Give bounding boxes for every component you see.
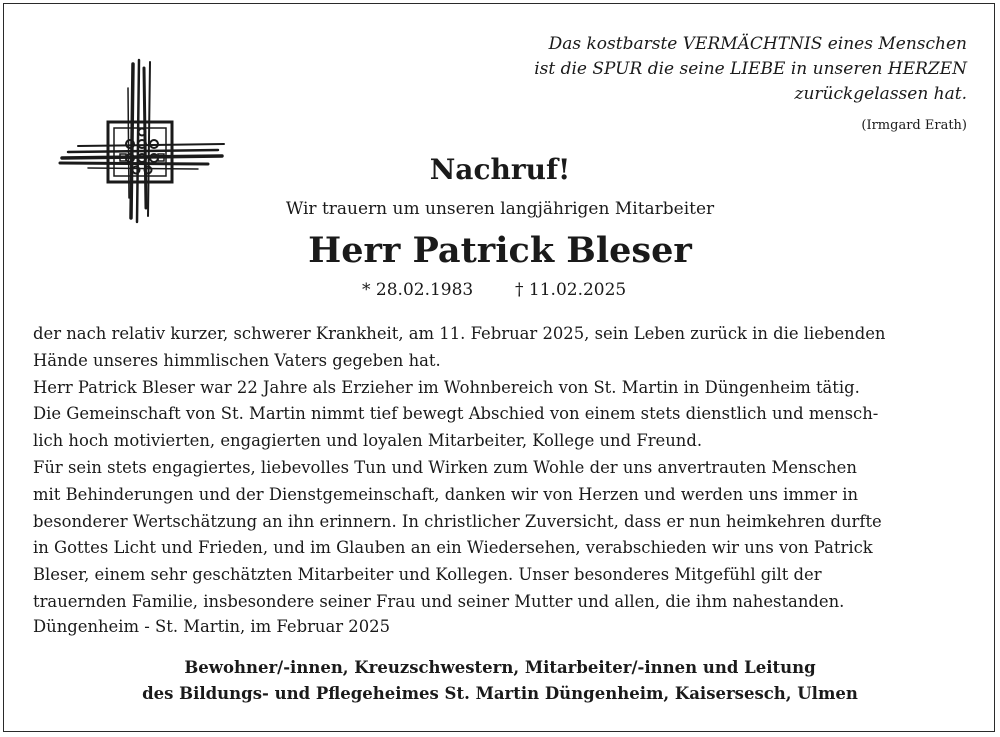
birth-date: * 28.02.1983 bbox=[362, 280, 474, 300]
deceased-name: Herr Patrick Bleser bbox=[308, 230, 692, 271]
quote-line: Das kostbarste VERMÄCHTNIS eines Menschen bbox=[548, 34, 967, 54]
text-line: in Gottes Licht und Frieden, und im Glauben an ein Wiedersehen, verabschieden wir uns von Patrick bbox=[33, 538, 873, 558]
text-line: Die Gemeinschaft von St. Martin nimmt tief bewegt Abschied von einem stets dienstlich und mensch- bbox=[33, 404, 879, 424]
signature-line: des Bildungs- und Pflegeheimes St. Martin Düngenheim, Kaisersesch, Ulmen bbox=[142, 684, 858, 703]
obituary-text bbox=[33, 321, 973, 616]
text-line: lich hoch motivierten, engagierten und loyalen Mitarbeiter, Kollege und Freund. bbox=[33, 431, 703, 451]
subtitle: Wir trauern um unseren langjährigen Mitarbeiter bbox=[285, 199, 715, 219]
quote-line: zurückgelassen hat. bbox=[794, 84, 967, 104]
quote-author: (Irmgard Erath) bbox=[861, 118, 967, 133]
memorial-quote bbox=[534, 32, 967, 107]
text-line: Bleser, einem sehr geschätzten Mitarbeiter und Kollegen. Unser besonderes Mitgefühl gilt der bbox=[33, 565, 822, 585]
quote-line: ist die SPUR die seine LIEBE in unseren HERZEN bbox=[534, 59, 967, 79]
text-line: der nach relativ kurzer, schwerer Krankheit, am 11. Februar 2025, sein Leben zurück in die liebenden bbox=[33, 324, 886, 343]
death-date: † 11.02.2025 bbox=[515, 280, 627, 300]
signature-line: Bewohner/-innen, Kreuzschwestern, Mitarbeiter/-innen und Leitung bbox=[184, 658, 816, 677]
page-title: Nachruf! bbox=[429, 153, 571, 186]
text-line: besonderer Wertschätzung an ihn erinnern. In christlicher Zuversicht, dass er nun heimkehren durfte bbox=[33, 511, 882, 531]
text-line: Herr Patrick Bleser war 22 Jahre als Erzieher im Wohnbereich von St. Martin in Düngenheim tätig. bbox=[33, 377, 860, 397]
text-line: Für sein stets engagiertes, liebevolles Tun und Wirken zum Wohle der uns anvertrauten Menschen bbox=[33, 457, 857, 477]
text-line: Hände unseres himmlischen Vaters gegeben hat. bbox=[33, 350, 441, 370]
signature-block bbox=[0, 655, 1000, 707]
place-date: Düngenheim - St. Martin, im Februar 2025 bbox=[33, 617, 391, 636]
text-line: trauernden Familie, insbesondere seiner Frau und seiner Mutter und allen, die ihm nahestanden. bbox=[33, 591, 845, 611]
text-line: mit Behinderungen und der Dienstgemeinschaft, danken wir von Herzen und werden uns immer in bbox=[33, 484, 858, 504]
